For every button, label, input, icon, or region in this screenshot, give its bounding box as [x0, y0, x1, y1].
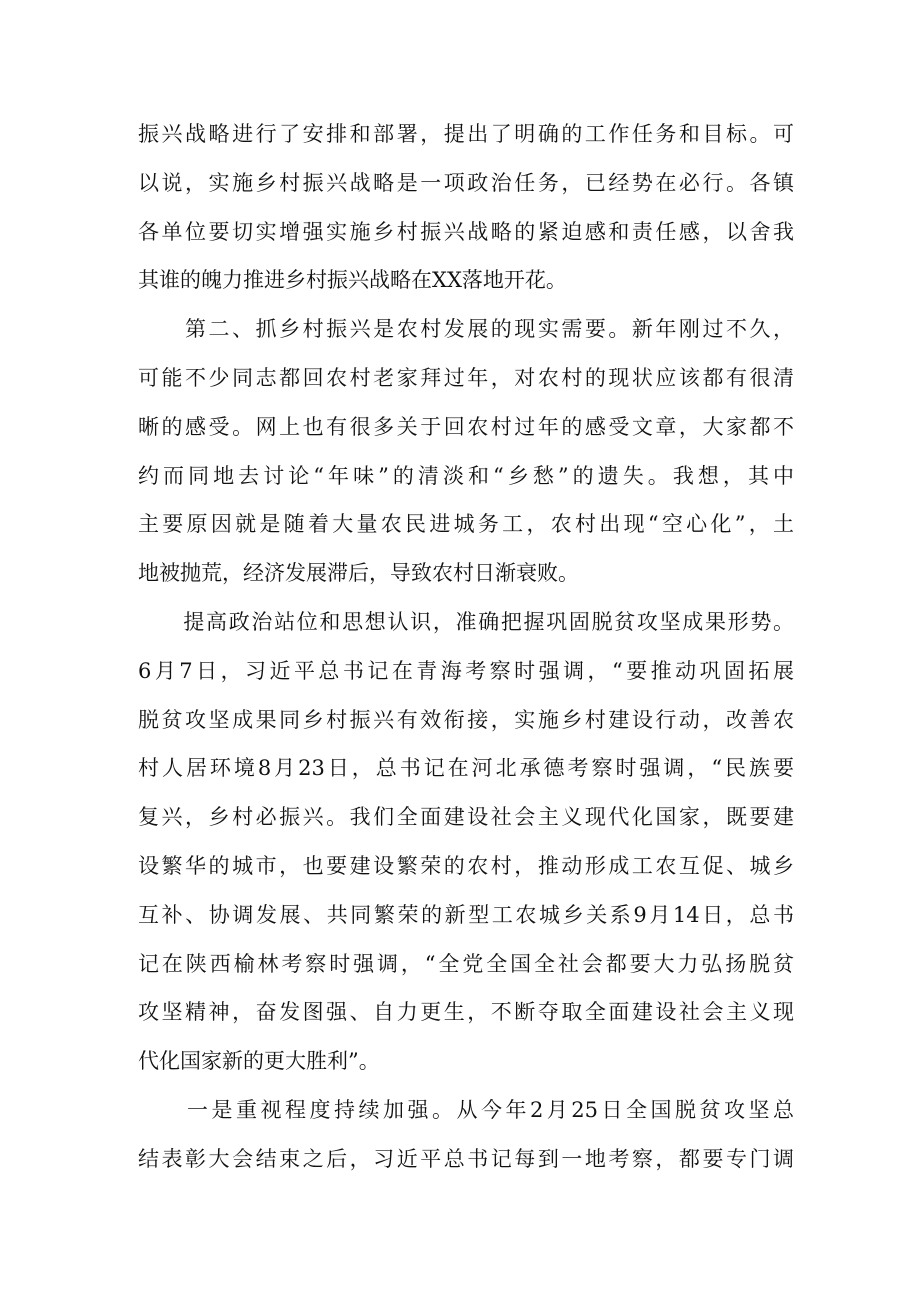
text-line: 提高政治站位和思想认识，准确把握巩固脱贫攻坚成果形势。: [138, 609, 794, 634]
text-line: 主要原因就是随着大量农民进城务工，农村出现“空心化”，土: [138, 512, 794, 537]
paragraph-4: [138, 1086, 794, 1184]
text-line: 村人居环境8月23日，总书记在河北承德考察时强调，“民族要: [138, 756, 794, 781]
text-line: 互补、协调发展、共同繁荣的新型工农城乡关系9月14日，总书: [138, 902, 794, 927]
text-line: 一是重视程度持续加强。从今年2月25日全国脱贫攻坚总: [138, 1097, 794, 1122]
text-line: 设繁华的城市，也要建设繁荣的农村，推动形成工农互促、城乡: [138, 853, 794, 878]
text-line: 约而同地去讨论“年味”的清淡和“乡愁”的遗失。我想，其中: [138, 463, 794, 488]
text-line: 晰的感受。网上也有很多关于回农村过年的感受文章，大家都不: [138, 414, 794, 439]
text-line: 振兴战略进行了安排和部署，提出了明确的工作任务和目标。可: [138, 122, 794, 146]
text-line: 结表彰大会结束之后，习近平总书记每到一地考察，都要专门调: [138, 1146, 794, 1171]
paragraph-3: [138, 598, 794, 1086]
paragraph-1: [138, 110, 794, 305]
text-line: 复兴，乡村必振兴。我们全面建设社会主义现代化国家，既要建: [138, 805, 794, 830]
text-line: 地被抛荒，经济发展滞后，导致农村日渐衰败。: [138, 561, 579, 586]
text-line: 以说，实施乡村振兴战略是一项政治任务，已经势在必行。各镇: [138, 170, 794, 195]
document-body: [138, 110, 794, 1184]
text-line: 第二、抓乡村振兴是农村发展的现实需要。新年刚过不久，: [138, 317, 794, 342]
text-line: 记在陕西榆林考察时强调，“全党全国全社会都要大力弘扬脱贫: [138, 951, 794, 976]
text-line: 其谁的魄力推进乡村振兴战略在XX落地开花。: [138, 268, 567, 293]
text-line: 6月7日，习近平总书记在青海考察时强调，“要推动巩固拓展: [138, 658, 794, 683]
text-line: 脱贫攻坚成果同乡村振兴有效衔接，实施乡村建设行动，改善农: [138, 707, 794, 732]
text-line: 各单位要切实增强实施乡村振兴战略的紧迫感和责任感，以舍我: [138, 219, 794, 244]
text-line: 代化国家新的更大胜利”。: [138, 1049, 380, 1074]
text-line: 攻坚精神，奋发图强、自力更生，不断夺取全面建设社会主义现: [138, 1000, 794, 1025]
text-line: 可能不少同志都回农村老家拜过年，对农村的现状应该都有很清: [138, 365, 794, 390]
paragraph-2: [138, 305, 794, 598]
